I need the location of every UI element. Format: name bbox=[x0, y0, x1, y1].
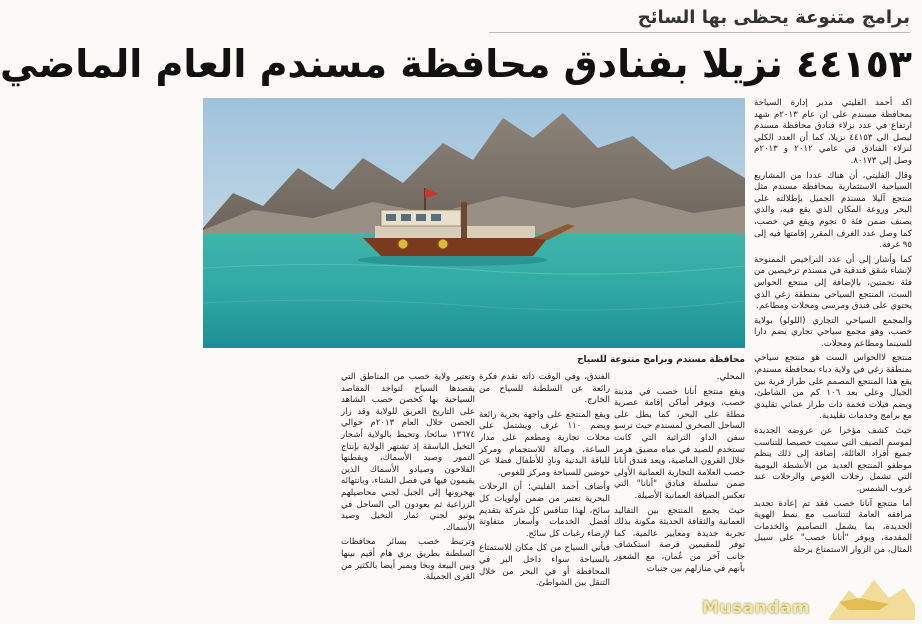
paragraph: وترتبط خصب بسائر محافظات السلطنة بطريق بري هام أقيم بينها وبين البيعة وبخا وبمبر أيضا بالكثير من القرى الجميلة. bbox=[341, 537, 475, 583]
paragraph: منتجع لاالحواس الست هو منتجع سياحي بمنطقة زغي في ولاية دباء بمحافظة مسندم، يقع هذا المنتجع المصمم على طراز قرية بين الجبال وعلى بعد ١٠٦ كم من الشاطئ، ويضم فيلات فخمة ذات طراز عماني تقليدي مع برامج وخدمات تقليدية. bbox=[754, 353, 912, 422]
boat-mountains-illustration bbox=[203, 98, 745, 348]
paragraph: وتعتبر ولاية خصب من المناطق التي يقصدها السياح لتواجد المقاصد السياحية بها كحصن خصب الشاهد على التاريخ العريق للولاية وقد زار الحصن خلال العام ٢٠١٣م حوالي ١٣٦٧٤ سائحا، وتحيط بالولاية أشجار النخيل الباسقة إذ تشتهر الولاية بإنتاج التمور وصيد الأسماك، ويقطنها الفلاحون وصيادو الأسماك الذين يقيمون فيها في فصل الشتاء، وبانتهائه يهجرونها إلى الجبل لجني محاصيلهم الزراعية ثم يعودون الى الساحل في يونيو لجني ثمار النخيل وصيد الأسماك. bbox=[341, 372, 475, 533]
photo-caption: محافظة مسندم وبرامج متنوعة للسياح bbox=[577, 355, 745, 365]
article-column-bottom-3 bbox=[341, 372, 475, 618]
paragraph: حيث يجمع المنتجع بين التقاليد العمانية والثقافة الحديثة مكونة بذلك تجربة جديدة ومعايير عالمية، كما توفر للمقيمين فرصة استكشاف جانب آخر من عُمان، مع الشعور بأنهم في منازلهم بين جنبات bbox=[614, 505, 745, 574]
paragraph: ويقع المنتجع على واجهة بحرية رائعة ويضم ١١٠ غرف ويشتمل على محلات تجارية ومطعم على مدار الساعة، وصالة للاستجمام ومركز للياقة البدنية ونادٍ للأطفال فضلا عن حوضين للسباحة ومركز للغوص. bbox=[479, 409, 610, 478]
article-column-bottom-2 bbox=[479, 372, 610, 618]
paragraph: فيأتي السياح من كل مكان للاستمتاع بالسياحة سواء داخل البر في المحافظة أو في البحر من خلال التنقل بين الشواطئ. bbox=[479, 543, 610, 589]
watermark-text: Musandam bbox=[702, 598, 811, 618]
paragraph: المحلي. bbox=[716, 372, 745, 382]
paragraph: كما وأشار إلى أن عدد التراخيص الممنوحة لإنشاء شقق فندقية في مسندم ترخيصين من فئة نجمتين، بالإضافة إلى منتجع الحواس الست، المنتجع السياحي بمنطقة زغي الذي يحتوي على فندق ومرسى ومحلات ومطاعم. bbox=[754, 254, 912, 312]
article-column-right bbox=[754, 98, 912, 618]
paragraph: اكد أحمد الفليتي مدير إدارة السياحة بمحافظة مسندم على ان عام ٢٠١٣م شهد ارتفاع في عدد نزلاء فنادق محافظة مسندم ليصل الى ٤٤١٥٣ نزيلا، كما أن العدد الكلي لنزلاء الفنادق في عامي ٢٠١٢ و ٢٠١٣م وصل إلى ٨٠١٧٣. bbox=[754, 98, 913, 166]
article-column-bottom-1 bbox=[614, 372, 745, 618]
paragraph: حيث كشف مؤخرا عن عروضه الجديدة لموسم الصيف التي سميت خصيصا للتناسب جميع أفراد العائلة، إضافة إلى ذلك ينظم موظفو المنتجع العديد من الأنشطة اليومية التي تشمل رحلات الغوص والرحلات عند غروب الشمس. bbox=[754, 426, 912, 494]
paragraph: أما منتجع آنانا خصب فقد تم إعادة تجديد مرافقه العامة لتتناسب مع نمط الهوية الجديدة، بما يشمل التصاميم والخدمات المقدمة، ويوفر "أنانا خصب" على سبيل المثال، من الزوار الاستمتاع برحلة bbox=[754, 498, 912, 555]
paragraph: والمجمع السياحي التجاري (اللولو) بولاية خصب، وهو مجمع سياحي تجاري يضم دارا للسينما ومطاعم ومحلات. bbox=[754, 315, 912, 349]
paragraph: وقال الفليتي، أن هناك عددا من المشاريع السياحية الاستثمارية بمحافظة مسندم مثل منتجع آليلا مسندم الجميل بإطلالته على البحر وروعة المكان الذي يقع فيه، والذي يصنف ضمن فئة ٥ نجوم ويقع في خصب، كما وصل عدد الغرف المقرر إقامتها فيه إلى ٩٥ غرفة. bbox=[754, 170, 912, 251]
paragraph: ويقع منتجع أنانا خصب في مدينة خصب، ويوفر أماكن إقامة عصرية مطلة على البحر، كما يطل على الساحل الصخري لمسندم حيث ترسو سفن الداو التراثية التي كانت تستخدم للصيد في مياه مضيق هرمز خلال القرون الماضية، ويعد فندق أنانا خصب العلامة التجارية العمانية الأولى ضمن سلسلة فنادق "أنانا" التي تعكس الضيافة العمانية الأصيلة. bbox=[614, 386, 745, 501]
article-column-bottom-4 bbox=[203, 372, 337, 618]
kicker-headline: برامج متنوعة يحظى بها السائح bbox=[489, 4, 910, 33]
paragraph: الفندق، وفي الوقت ذاته تقدم فكرة رائعة عن السلطنة للسياح من الخارج. bbox=[479, 372, 610, 406]
article-photo bbox=[203, 98, 745, 348]
main-headline: ٤٤١٥٣ نزيلا بفنادق محافظة مسندم العام الماضي bbox=[0, 42, 912, 86]
paragraph: وأضاف أحمد الفليتي: أن الرحلات البحرية تعتبر من ضمن أولويات كل سائح، لهذا تتنافس كل شركة بتقديم أفضل الخدمات وأسعار متفاوتة لإرضاء رغبات كل سائح. bbox=[479, 482, 610, 539]
